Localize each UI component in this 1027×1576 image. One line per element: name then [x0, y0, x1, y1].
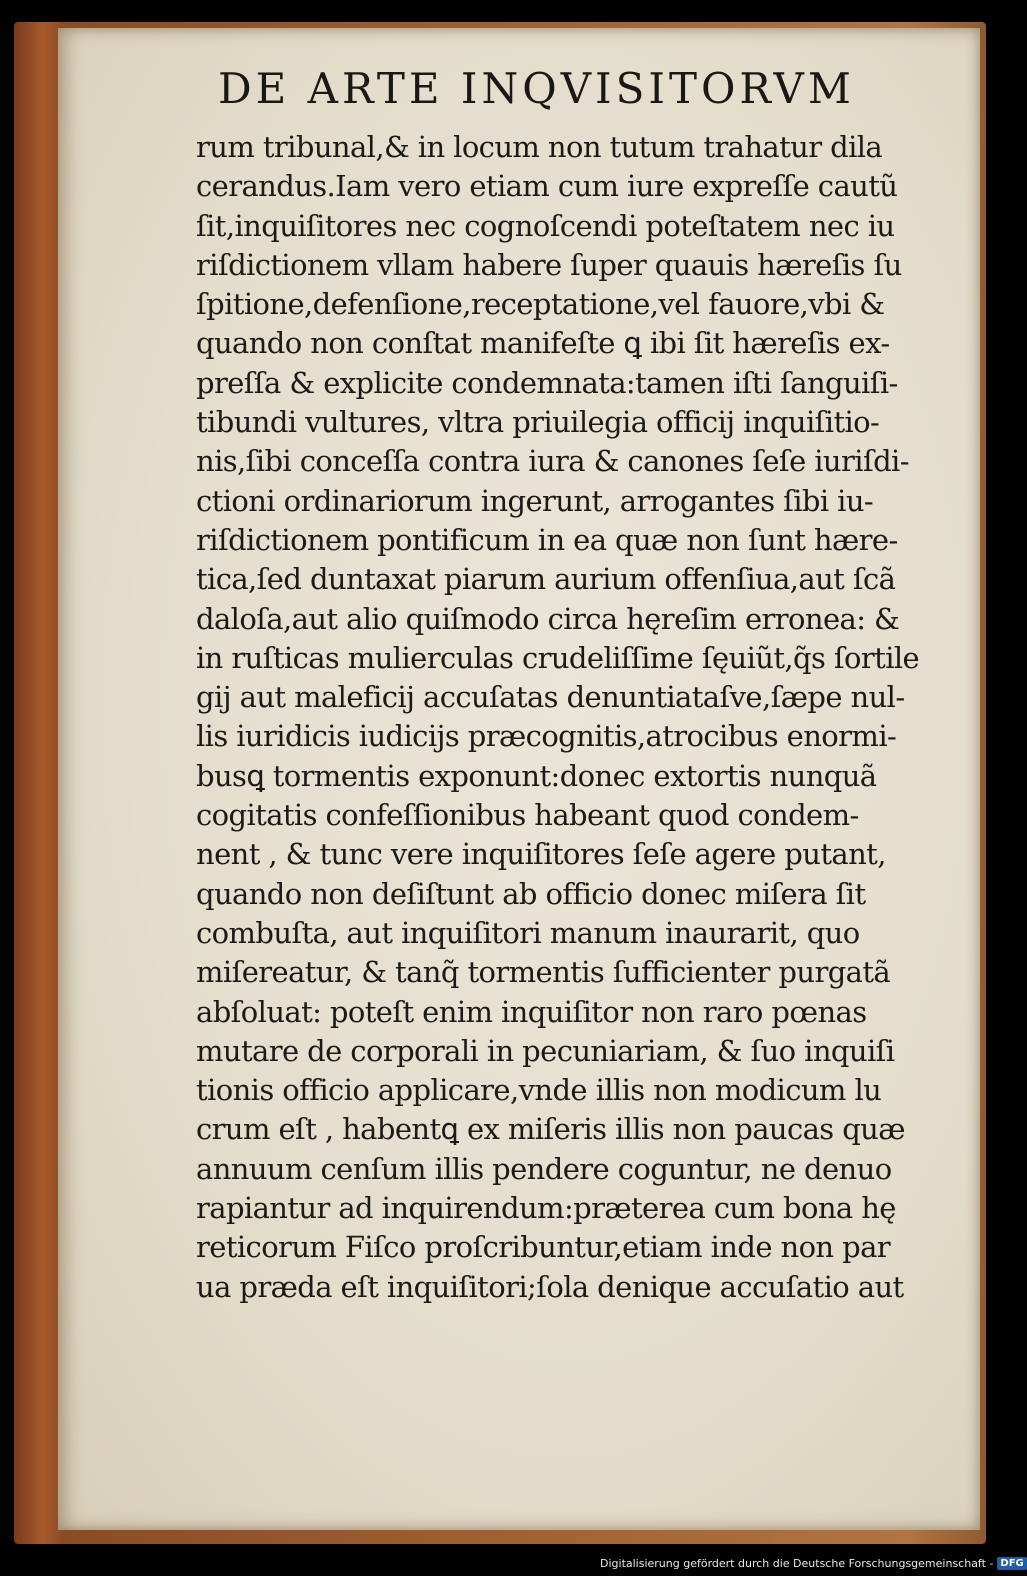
- text-line: quando non conſtat manifeſte ꝗ ibi ſit hæreſis ex-: [196, 326, 890, 361]
- text-line: annuum cenſum illis pendere coguntur, ne denuo: [196, 1151, 892, 1186]
- text-line: riſdictionem vllam habere ſuper quauis hæreſis ſu: [196, 247, 902, 282]
- body-text: [196, 128, 976, 1307]
- text-line: lis iuridicis iudicijs præcognitis,atrocibus enormi-: [196, 719, 897, 754]
- text-line: reticorum Fiſco proſcribuntur,etiam inde non par: [196, 1230, 891, 1265]
- text-line: preſſa & explicite condemnata:tamen iſti ſanguiſi-: [196, 365, 898, 400]
- text-line: miſereatur, & tanq̃ tormentis ſufficienter purgatã: [196, 955, 891, 990]
- text-line: mutare de corporali in pecuniariam, & ſuo inquiſi: [196, 1033, 895, 1068]
- funding-footer: [600, 1552, 1027, 1574]
- text-line: riſdictionem pontificum in ea quæ non ſunt hære-: [196, 522, 898, 557]
- text-line: nis,ſibi conceſſa contra iura & canones ſeſe iuriſdi-: [196, 444, 909, 479]
- funding-credit: Digitalisierung gefördert durch die Deutsche Forschungsgemeinschaft -: [600, 1556, 994, 1570]
- text-line: rum tribunal,& in locum non tutum trahatur dila: [196, 130, 883, 164]
- text-line: rapiantur ad inquirendum:præterea cum bona hę: [196, 1191, 896, 1226]
- text-line: in ruſticas mulierculas crudeliſſime ſęuiũt,q̃s ſortile: [196, 640, 920, 675]
- text-line: daloſa,aut alio quiſmodo circa hęreſim erronea: &: [196, 601, 900, 636]
- text-line: nent , & tunc vere inquiſitores ſeſe agere putant,: [196, 837, 886, 872]
- text-line: busꝗ tormentis exponunt:donec extortis nunquã: [196, 758, 877, 793]
- text-line: ſpitione,defenſione,receptatione,vel fauore,vbi &: [196, 287, 885, 322]
- dfg-logo-icon: DFG: [997, 1557, 1026, 1570]
- text-line: gij aut maleficij accuſatas denuntiataſve,ſæpe nul-: [196, 680, 905, 715]
- text-line: tionis officio applicare,vnde illis non modicum lu: [196, 1073, 882, 1108]
- text-line: abſoluat: poteſt enim inquiſitor non raro pœnas: [196, 994, 867, 1029]
- text-line: cerandus.Iam vero etiam cum iure expreſſe cautũ: [196, 169, 898, 204]
- book-page: [58, 28, 980, 1530]
- text-line: ſit,inquiſitores nec cognoſcendi poteſtatem nec iu: [196, 208, 895, 243]
- text-line: cogitatis confeſſionibus habeant quod condem-: [196, 798, 859, 833]
- text-line: ctioni ordinariorum ingerunt, arrogantes ſibi iu-: [196, 483, 874, 518]
- text-line: tibundi vultures, vltra priuilegia officij inquiſitio-: [196, 405, 880, 440]
- text-line: ua præda eſt inquiſitori;ſola denique accuſatio aut: [196, 1269, 904, 1304]
- text-line: combuſta, aut inquiſitori manum inaurarit, quo: [196, 915, 860, 950]
- text-line: quando non deſiſtunt ab officio donec miſera ſit: [196, 876, 866, 911]
- text-line: crum eſt , habentꝗ ex miſeris illis non paucas quæ: [196, 1112, 905, 1147]
- running-head: DE ARTE INQVISITORVM: [218, 64, 855, 113]
- text-line: tica,ſed duntaxat piarum aurium offenſiua,aut ſcã: [196, 562, 896, 597]
